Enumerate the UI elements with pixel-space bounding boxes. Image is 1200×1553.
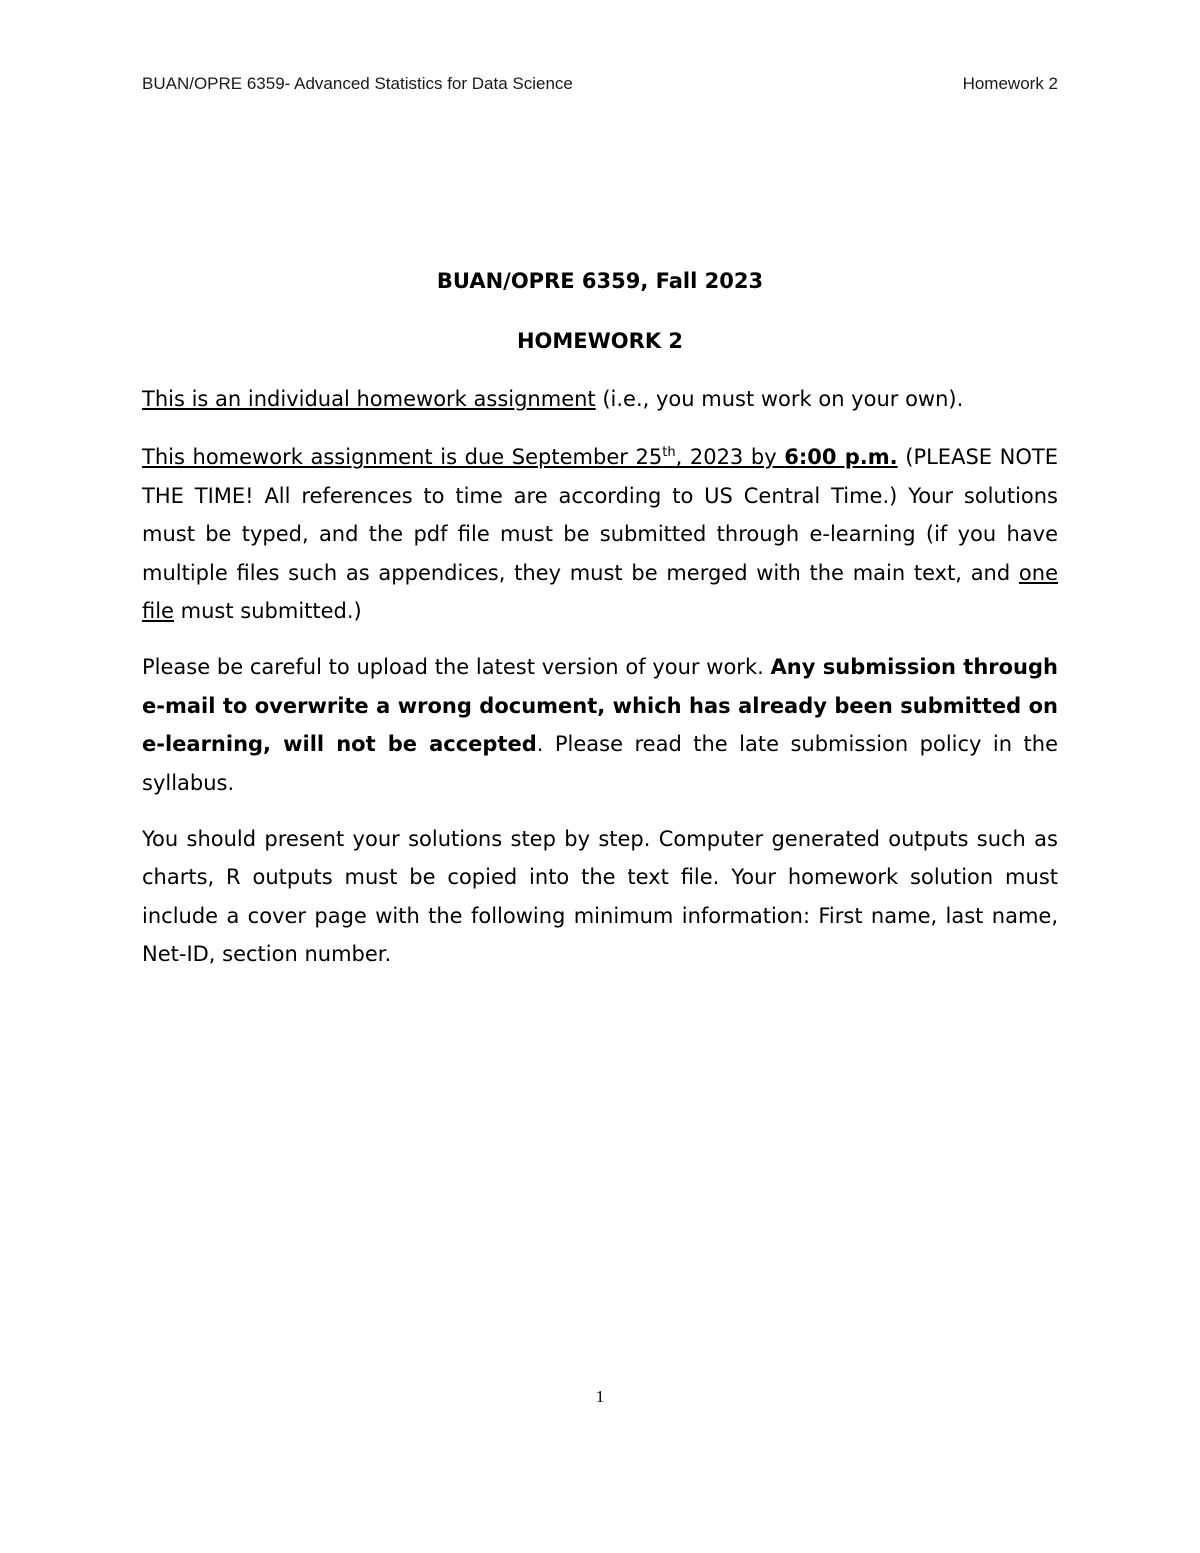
page-number: 1: [595, 1387, 605, 1406]
due-date-text-2: must submitted.): [173, 599, 362, 624]
upload-warning-text-2: . Please read the late submission policy in the syllabus.: [142, 732, 1058, 795]
header-homework-label: Homework 2: [962, 74, 1058, 93]
course-title: BUAN/OPRE 6359, Fall 2023: [436, 269, 764, 293]
due-date-text-1: (PLEASE NOTE THE TIME! All references to time are according to US Central Time.) Your solutions must be typed, and the pdf file must be submitted through e-learning (if you have multiple files such as appendices, they must be merged with the main text, and: [142, 445, 1058, 585]
due-time: 6:00 p.m.: [784, 445, 898, 470]
solution-format-paragraph: You should present your solutions step by step. Computer generated outputs such as charts, R outputs must be copied into the text file. Your homework solution must include a cover page with the following minimum information: First name, last name, Net-ID, section number.: [142, 827, 1058, 967]
upload-warning-bold: Any submission through e-mail to overwrite a wrong document, which has already been submitted on e-learning, will not be accepted: [142, 655, 1058, 757]
individual-assignment-rest: (i.e., you must work on your own).: [595, 387, 964, 411]
due-date-paragraph: [142, 438, 1058, 630]
homework-title: HOMEWORK 2: [516, 329, 684, 353]
page-header: [142, 74, 1058, 98]
header-course-title: BUAN/OPRE 6359- Advanced Statistics for Data Science: [142, 74, 573, 93]
upload-warning-text-1: Please be careful to upload the latest version of your work.: [142, 655, 771, 680]
due-date-prefix: This homework assignment is due September 25: [142, 445, 663, 470]
due-date-underlined: [142, 445, 898, 469]
due-date-year: , 2023 by: [675, 445, 785, 470]
due-date-superscript: th: [662, 445, 676, 461]
individual-assignment-underlined: This is an individual homework assignment: [142, 387, 596, 411]
individual-assignment-paragraph: [142, 380, 1058, 418]
upload-warning-paragraph: [142, 648, 1058, 802]
document-body: [142, 262, 1058, 974]
one-file-underlined: one file: [142, 560, 1058, 624]
